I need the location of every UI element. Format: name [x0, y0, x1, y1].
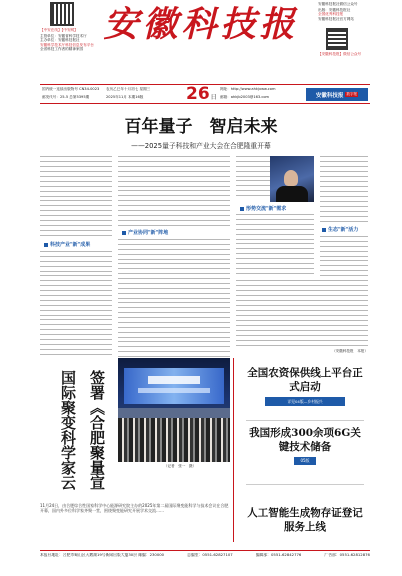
bottom-article-text: 11月24日，由合肥综合性国家科学中心能源研究院主办的2025年第二届国际聚变能科学与技术会议在合肥开幕，国内外多位科学家齐聚一堂，围绕聚变能研究开展学术交流……	[40, 503, 229, 513]
masthead-line: 出版：安徽科技报社	[318, 8, 351, 12]
footer-office: 总编室：0551-62827107	[187, 552, 233, 557]
email-link[interactable]: 邮箱：ahkjb2003@163.com	[220, 95, 270, 99]
postal-code: 邮发代号：25-5 总第5395期	[42, 95, 90, 99]
section-marker-icon	[122, 231, 126, 235]
article-column-2a	[118, 156, 230, 226]
masthead	[0, 0, 402, 82]
masthead-line: 全省科技工作者的精神家园	[40, 47, 84, 52]
section-head-1: 科技产业"新"成果	[44, 241, 90, 248]
sub-headline: ——2025量子科技和产业大会在合肥隆重开幕	[131, 142, 271, 150]
masthead-line: 安徽科技报社官方网站	[318, 16, 354, 21]
article-author: （安徽科技报 本报）	[332, 349, 368, 353]
serial-number: 国内统一连续出版物号 CN34-0023	[42, 87, 100, 91]
masthead-line: 主管单位：安徽省科学技术厅	[40, 34, 87, 38]
event-photo	[118, 358, 230, 462]
issue-info-2: 2025年11月 本期16版	[106, 95, 144, 99]
footer-bar	[40, 550, 370, 559]
issue-info: 农历乙巳年十月初七 星期三	[106, 87, 151, 91]
vertical-headline-2: 国际聚变科学家云	[59, 370, 77, 490]
masthead-line: 安徽科学技术厅科技信息发布平台	[40, 42, 94, 47]
promo-box-1[interactable]	[240, 366, 370, 416]
main-headline: 百年量子 智启未来	[124, 117, 278, 137]
article-column-34c	[236, 280, 368, 346]
day-number: 26	[186, 84, 210, 104]
photo-caption: （记者 张一 摄）	[163, 464, 197, 468]
promo-badge-2: 05版	[294, 457, 316, 465]
promo-title-1: 全国农资保供线上平台正式启动	[247, 367, 363, 393]
article-column-3b	[236, 214, 314, 274]
section-head-2: 产业协同"新"阵地	[122, 229, 168, 236]
qr-code-right	[326, 28, 348, 50]
qr-caption-left: 【中安在线】【中安网】	[40, 28, 78, 32]
qr-code-left	[50, 2, 74, 26]
banner-text: 安徽科技报	[315, 92, 344, 99]
masthead-line: 全国优秀科技报	[318, 12, 344, 17]
banner-sub: 数字报	[346, 92, 358, 96]
masthead-line: 主办单位：安徽科技报社	[40, 38, 80, 43]
qr-caption-right: 【安徽科技报】微信公众号	[318, 52, 362, 56]
inline-photo	[270, 156, 314, 202]
promo-title-2: 我国形成300余项6G关键技术储备	[249, 427, 361, 453]
article-column-4a	[320, 156, 368, 222]
vertical-headline-1: 签署《合肥聚量宣	[88, 370, 106, 490]
promo-divider-2	[246, 484, 364, 485]
article-column-2b	[118, 239, 230, 357]
article-column-4b	[320, 236, 368, 276]
promo-box-3[interactable]	[240, 506, 370, 542]
section-marker-icon	[322, 228, 326, 232]
section-marker-icon	[44, 243, 48, 247]
footer-address: 本报社地址：合肥市蜀山区天鹅湖19号新闻出版大厦30层 邮编：230000	[40, 552, 165, 557]
section-head-3: 形势交流"新"需求	[240, 205, 286, 212]
masthead-right-title: 安徽科技报社微信公众号	[318, 2, 358, 6]
footer-ads: 广告部：0551-62812876	[324, 552, 370, 557]
newspaper-logo: 安徽科技报	[103, 4, 299, 45]
section-head-4: 生态"新"活力	[322, 226, 358, 233]
day-suffix: 日	[210, 94, 217, 101]
sidebar-divider	[233, 358, 234, 542]
dateline-bar	[40, 84, 370, 104]
promo-divider-1	[246, 420, 364, 421]
date-day	[186, 86, 217, 103]
website-link[interactable]: 网址：http://www.ahkjxww.com	[220, 87, 276, 91]
footer-editorial: 编辑部：0551-62842776	[255, 552, 302, 557]
promo-title-3: 人工智能生成物存证登记服务上线	[247, 507, 363, 533]
article-column-1a	[40, 156, 112, 236]
section-marker-icon	[240, 207, 244, 211]
digital-edition-banner[interactable]	[306, 88, 368, 101]
promo-badge-1: 详见04版—乡村振兴	[265, 397, 345, 406]
article-column-1b	[40, 251, 112, 355]
promo-box-2[interactable]	[240, 426, 370, 472]
